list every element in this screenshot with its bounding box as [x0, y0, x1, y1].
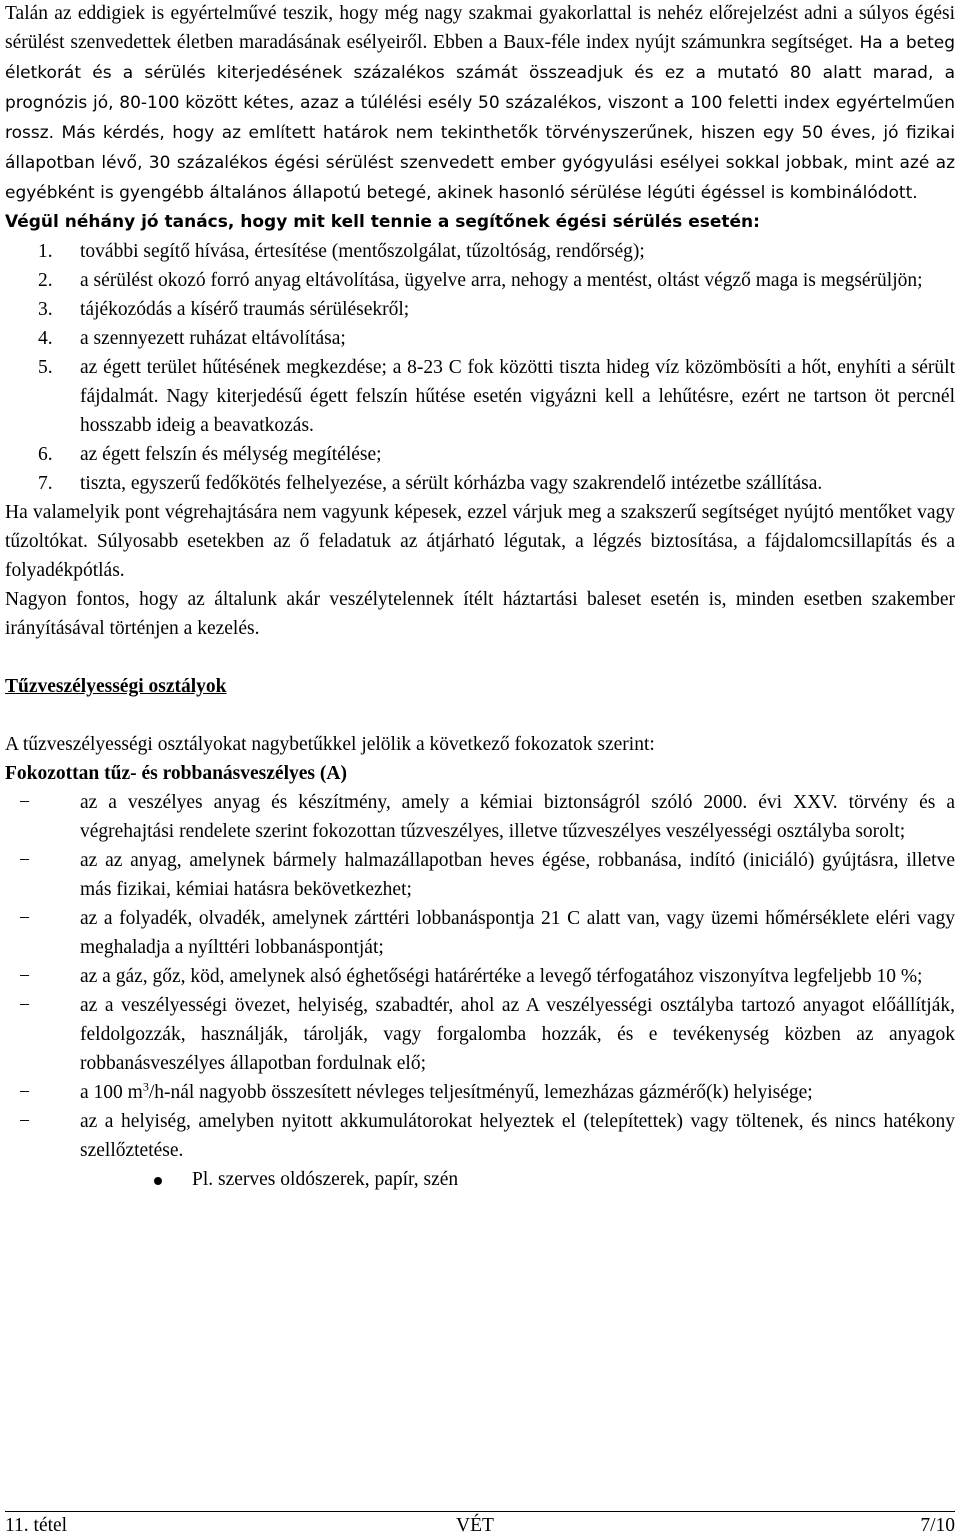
list-item: [5, 962, 955, 991]
footer-exam-item: 11. tétel: [5, 1515, 68, 1536]
step-text: tájékozódás a kísérő traumás sérülésekről;: [80, 299, 410, 320]
list-item: [5, 904, 955, 962]
advice-steps-list: [5, 237, 955, 498]
footer-page-number: 7/10: [920, 1515, 955, 1536]
intro-text-c: Más kérdés, hogy az említett határok nem tekinthetők törvényszerűnek, hiszen egy 50 éves, jó fizikai állapotban lévő, 30 százalékos égési sérülést szenvedett ember gyógyulási esélyei sokkal jobbak, mint azé az egyébként is gyengébb általános állapotú betegé, akinek hasonló sérülése légúti égéssel is kombinálódott.: [5, 123, 955, 203]
example-text: Pl. szerves oldószerek, papír, szén: [192, 1169, 459, 1190]
dash-bullet: −: [19, 908, 30, 929]
list-item: [5, 440, 955, 469]
paragraph-wait-for-help: Ha valamelyik pont végrehajtására nem vagyunk képesek, ezzel várjuk meg a szakszerű segítséget nyújtó mentőket vagy tűzoltókat. Súlyosabb esetekben az ő feladatuk az átjárható légutak, a légzés biztosítása, a fájdalomcsillapítás és a folyadékpótlás.: [5, 502, 955, 581]
superscript: 3: [142, 1079, 149, 1094]
class-a-criteria-list: [5, 788, 955, 1165]
step-text: a szennyezett ruházat eltávolítása;: [80, 328, 346, 349]
dash-bullet: −: [19, 1111, 30, 1132]
step-number: 5.: [38, 357, 53, 378]
list-item: [5, 237, 955, 266]
list-item: [5, 266, 955, 295]
intro-text-b: Ha a beteg életkorát és a sérülés kiterjedésének százalékos számát összeadjuk és ez a mutató 80 alatt marad, a prognózis jó, 80-100 között kétes, azaz a túlélési esély 50 százalékos, viszont a 100 feletti index egyértelműen rossz.: [5, 33, 955, 143]
criterion-text: az a veszélyességi övezet, helyiség, szabadtér, ahol az A veszélyességi osztályba tartozó anyagot előállítják, feldolgozzák, használják, tárolják, vagy forgalomba hozzák, és e tevékenység közben az anyagok robbanásveszélyes állapotban fordulnak elő;: [80, 995, 955, 1074]
list-item: [5, 846, 955, 904]
criterion-text: az a gáz, gőz, köd, amelynek alsó éghetőségi határértéke a levegő térfogatához viszonyítva legfeljebb 10 %;: [80, 966, 923, 987]
list-item: [5, 353, 955, 440]
paragraph-expert-treatment: Nagyon fontos, hogy az általunk akár veszélytelennek ítélt háztartási baleset esetén is, minden esetben szakember irányításával történjen a kezelés.: [5, 589, 955, 639]
step-number: 6.: [38, 444, 53, 465]
list-item: [5, 788, 955, 846]
bullet-dot-icon: [154, 1177, 162, 1185]
spacer: [5, 643, 955, 672]
dash-bullet: −: [19, 995, 30, 1016]
step-number: 7.: [38, 473, 53, 494]
step-text: további segítő hívása, értesítése (mentőszolgálat, tűzoltóság, rendőrség);: [80, 241, 645, 262]
class-a-heading: Fokozottan tűz- és robbanásveszélyes (A): [5, 763, 347, 784]
criterion-text-pre: a 100 m: [80, 1082, 143, 1103]
list-item: [5, 324, 955, 353]
list-item: [5, 295, 955, 324]
dash-bullet: −: [19, 792, 30, 813]
step-text: a sérülést okozó forró anyag eltávolítása, ügyelve arra, nehogy a mentést, oltást végző maga is megsérüljön;: [80, 270, 923, 291]
intro-paragraph: [5, 0, 955, 208]
section-intro: A tűzveszélyességi osztályokat nagybetűkkel jelölik a következő fokozatok szerint:: [5, 734, 655, 755]
list-item: [5, 991, 955, 1078]
footer-subject: VÉT: [456, 1515, 494, 1536]
list-item: [5, 469, 955, 498]
criterion-text: az a folyadék, olvadék, amelynek zárttéri lobbanáspontja 21 C alatt van, vagy üzemi hőmérséklete eléri vagy meghaladja a nyílttéri lobbanáspontját;: [80, 908, 955, 958]
criterion-text-post: /h-nál nagyobb összesített névleges teljesítményű, lemezházas gázmérő(k) helyisége;: [148, 1082, 813, 1103]
page-footer: [5, 1511, 955, 1537]
step-number: 2.: [38, 270, 53, 291]
step-text: az égett felszín és mélység megítélése;: [80, 444, 382, 465]
dash-bullet: −: [19, 850, 30, 871]
step-number: 3.: [38, 299, 53, 320]
document-page: [5, 0, 955, 1194]
spacer: [5, 701, 955, 730]
dash-bullet: −: [19, 1082, 30, 1103]
step-text: tiszta, egyszerű fedőkötés felhelyezése, a sérült kórházba vagy szakrendelő intézetbe szállítása.: [80, 473, 823, 494]
step-number: 4.: [38, 328, 53, 349]
criterion-text: az az anyag, amelynek bármely halmazállapotban heves égése, robbanása, indító (iniciáló) gyújtásra, illetve más fizikai, kémiai hatásra bekövetkezhet;: [80, 850, 955, 900]
dash-bullet: −: [19, 966, 30, 987]
criterion-text: az a veszélyes anyag és készítmény, amely a kémiai biztonságról szóló 2000. évi XXV. törvény és a végrehajtási rendelete szerint fokozottan tűzveszélyes, illetve tűzveszélyes veszélyességi osztályba sorolt;: [80, 792, 955, 842]
step-text: az égett terület hűtésének megkezdése; a 8-23 C fok közötti tiszta hideg víz közömbösíti a hőt, enyhíti a sérült fájdalmát. Nagy kiterjedésű égett felszín hűtése esetén vigyázni kell a lehűtésre, ezért ne tartson öt percnél hosszabb ideig a beavatkozás.: [80, 357, 955, 436]
criterion-text: az a helyiség, amelyben nyitott akkumulátorokat helyeztek el (telepítettek) vagy töltenek, és nincs hatékony szellőztetése.: [80, 1111, 955, 1161]
section-title: Tűzveszélyességi osztályok: [5, 676, 227, 697]
intro-text-a: Talán az eddigiek is egyértelművé teszik, hogy még nagy szakmai gyakorlattal is nehéz előrejelzést adni a súlyos égési sérülést szenvedettek életben maradásának esélyeiről. Ebben a Baux-féle index nyújt számunkra segítséget.: [5, 3, 955, 53]
list-item: [5, 1107, 955, 1165]
example-bullet: [5, 1165, 955, 1194]
step-number: 1.: [38, 241, 53, 262]
advice-heading: Végül néhány jó tanács, hogy mit kell tennie a segítőnek égési sérülés esetén:: [5, 212, 760, 232]
list-item: [5, 1078, 955, 1107]
